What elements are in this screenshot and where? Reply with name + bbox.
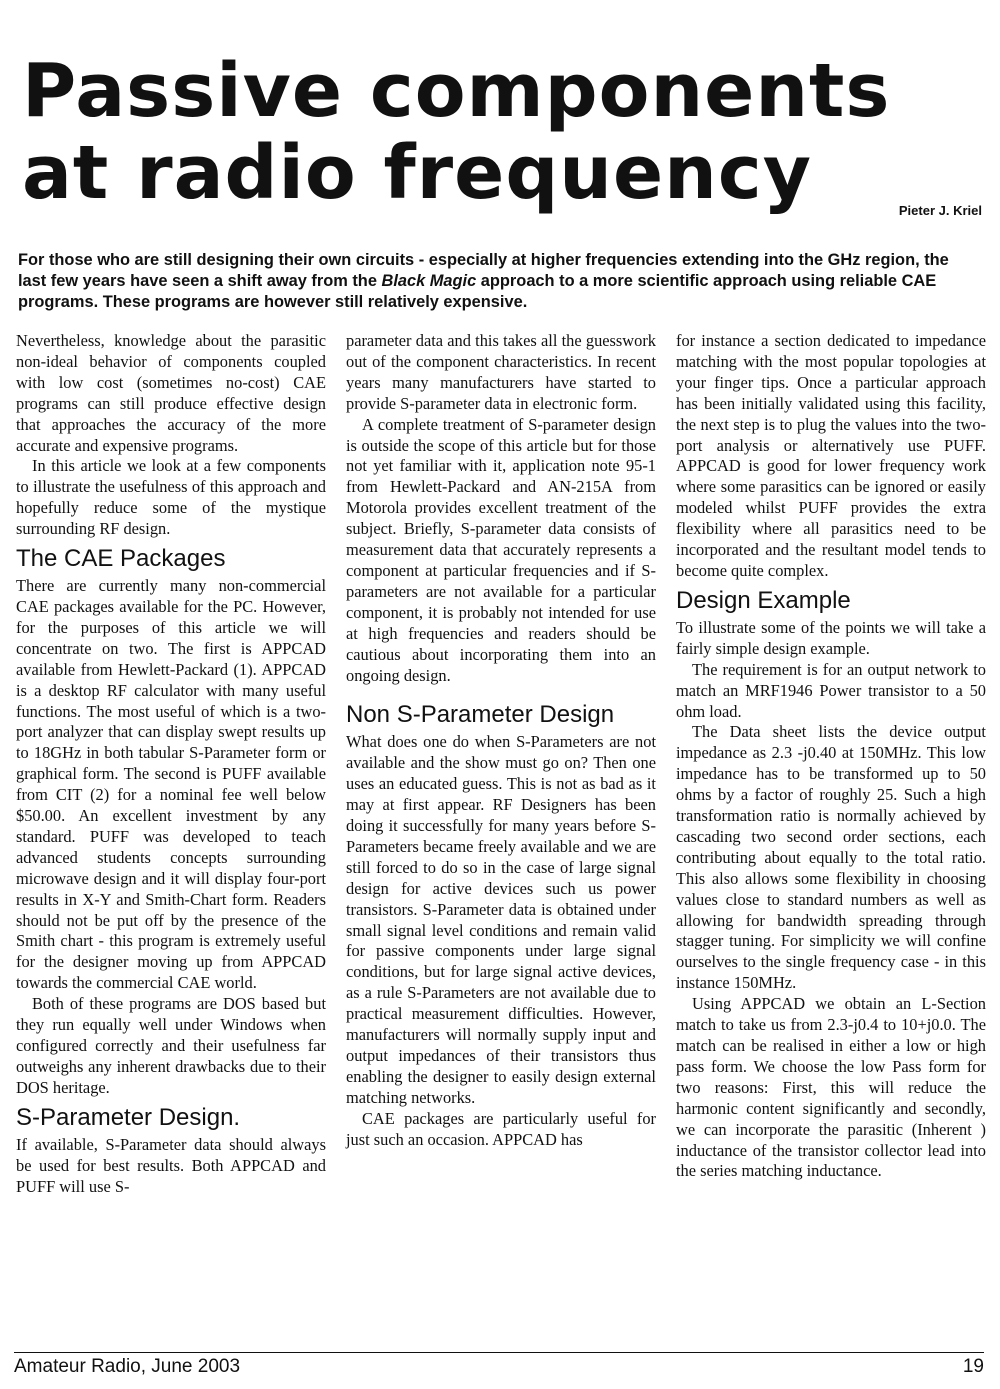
- col3-paragraph-1: for instance a section dedicated to impedance matching with the most popular topologies at your finger tips. Once a particular approach has been initially validated using this facility, the next step is to plug the values into the two-port analysis or alternatively use PUFF. APPCAD is good for lower frequency work where some parasitics can be ignored or easily modeled whilst PUFF provides the extra flexibility where all parasitics need to be incorporated and the resultant model tends to become quite complex.: [676, 331, 986, 580]
- footer-publication: Amateur Radio, June 2003: [14, 1356, 241, 1377]
- article-title: Passive components at radio frequency: [22, 48, 891, 216]
- col2-paragraph-3: What does one do when S-Parameters are not available and the show must go on? Then one uses an educated guess. This is not as bad as it may at first appear. RF Designers has been doing it successfully for many years before S-Parameters became freely available and we are still forced to do so in the case of large signal design for active devices such us power transistors. S-Parameter data is obtained under small signal level conditions and remain valid for passive components under large signal conditions, but for large signal active devices, as a rule S-Parameters are not available due to practical measurement difficulties. However, manufacturers will normally supply input and output impedances of their transistors thus enabling the designer to easily design external matching networks.: [346, 732, 656, 1107]
- column-1: [16, 331, 326, 1197]
- footer-rule: [14, 1352, 984, 1353]
- col2-paragraph-4: CAE packages are particularly useful for just such an occasion. APPCAD has: [346, 1108, 656, 1149]
- col1-paragraph-5: If available, S-Parameter data should always be used for best results. Both APPCAD and PUFF will use S-: [16, 1134, 326, 1196]
- heading-design-example: Design Example: [676, 586, 851, 614]
- col1-paragraph-1: Nevertheless, knowledge about the parasitic non-ideal behavior of components coupled with low cost (sometimes no-cost) CAE programs can still produce effective design that approaches the accuracy of the more accurate and expensive programs.: [16, 331, 326, 455]
- col1-paragraph-4: Both of these programs are DOS based but they run equally well under Windows when configured correctly and their usefulness far outweighs any inherent drawbacks due to their DOS heritage.: [16, 994, 326, 1097]
- intro-text-before: For those who are still designing their own circuits - especially at higher frequencies extending into the GHz region, the last few years have seen a shift away from the: [18, 251, 949, 290]
- page-number: 19: [962, 1356, 984, 1377]
- column-2: [346, 331, 656, 1151]
- col2-paragraph-1: parameter data and this takes all the guesswork out of the component characteristics. In recent years many manufacturers have started to provide S-parameter data in electronic form.: [346, 331, 656, 413]
- col3-paragraph-5: Using APPCAD we obtain an L-Section match to take us from 2.3-j0.4 to 10+j0.0. The match can be realised in either a low or high pass form. We choose the low Pass form for two reasons: First, this will reduce the harmonic content significantly and secondly, we can incorporate the parasitic (Inherent ) inductance of the transistor collector lead into the series matching inductance.: [676, 994, 986, 1181]
- col3-paragraph-3: The requirement is for an output network to match an MRF1946 Power transistor to a 50 ohm load.: [676, 659, 986, 721]
- col3-paragraph-4: The Data sheet lists the device output impedance as 2.3 -j0.40 at 150MHz. This low impedance has to be transformed up to 50 ohms by a factor of roughly 25. Such a high transformation ratio is normally achieved by cascading two second order sections, each contributing about equally to the total ratio. This also allows some flexibility in choosing values close to standard numbers as well as allowing for bandwidth spreading through stagger tuning. For simplicity we will confine ourselves to the single frequency case - in this instance 150MHz.: [676, 722, 986, 993]
- heading-non-s-parameter-design: Non S-Parameter Design: [346, 701, 615, 729]
- column-3: [676, 331, 986, 1182]
- intro-text-after: approach to a more scientific approach using reliable CAE programs. These programs are however still relatively expensive.: [18, 272, 937, 311]
- col2-paragraph-2: A complete treatment of S-parameter design is outside the scope of this article but for those not yet familiar with it, application note 95-1 from Hewlett-Packard and AN-215A from Motorola provides excellent treatment of the subject. Briefly, S-parameter data consists of measurement data that accurately represents a component at particular frequencies and if S-parameters are not available for a particular component, it is probably not intended for use at high frequencies and readers should be cautious about incorporating them into an ongoing design.: [346, 414, 656, 685]
- col3-paragraph-2: To illustrate some of the points we will take a fairly simple design example.: [676, 617, 986, 658]
- col1-paragraph-2: In this article we look at a few components to illustrate the usefulness of this approach and hopefully reduce some of the mystique surrounding RF design.: [16, 456, 326, 539]
- intro-emphasis: Black Magic: [381, 272, 477, 290]
- author-byline: Pieter J. Kriel: [898, 203, 982, 218]
- heading-s-parameter-design: S-Parameter Design.: [16, 1103, 241, 1131]
- col1-paragraph-3: There are currently many non-commercial CAE packages available for the PC. However, for the purposes of this article we will concentrate on two. The first is APPCAD available from Hewlett-Packard (1). APPCAD is a desktop RF calculator with many useful functions. The most useful of which is a two-port analyzer that can display swept results up to 18GHz in both tabular S-Parameter form or graphical form. The second is PUFF available from CIT (2) for a nominal fee well below $50.00. An excellent investment by any standard. PUFF was developed to teach advanced students concepts surrounding microwave design and it will display four-port results in X-Y and Smith-Chart form. Readers should not be put off by the presence of the Smith chart - this program is extremely useful for the designer moving up from APPCAD towards the commercial CAE world.: [16, 576, 326, 993]
- article-intro: [18, 250, 980, 313]
- heading-cae-packages: The CAE Packages: [16, 545, 226, 573]
